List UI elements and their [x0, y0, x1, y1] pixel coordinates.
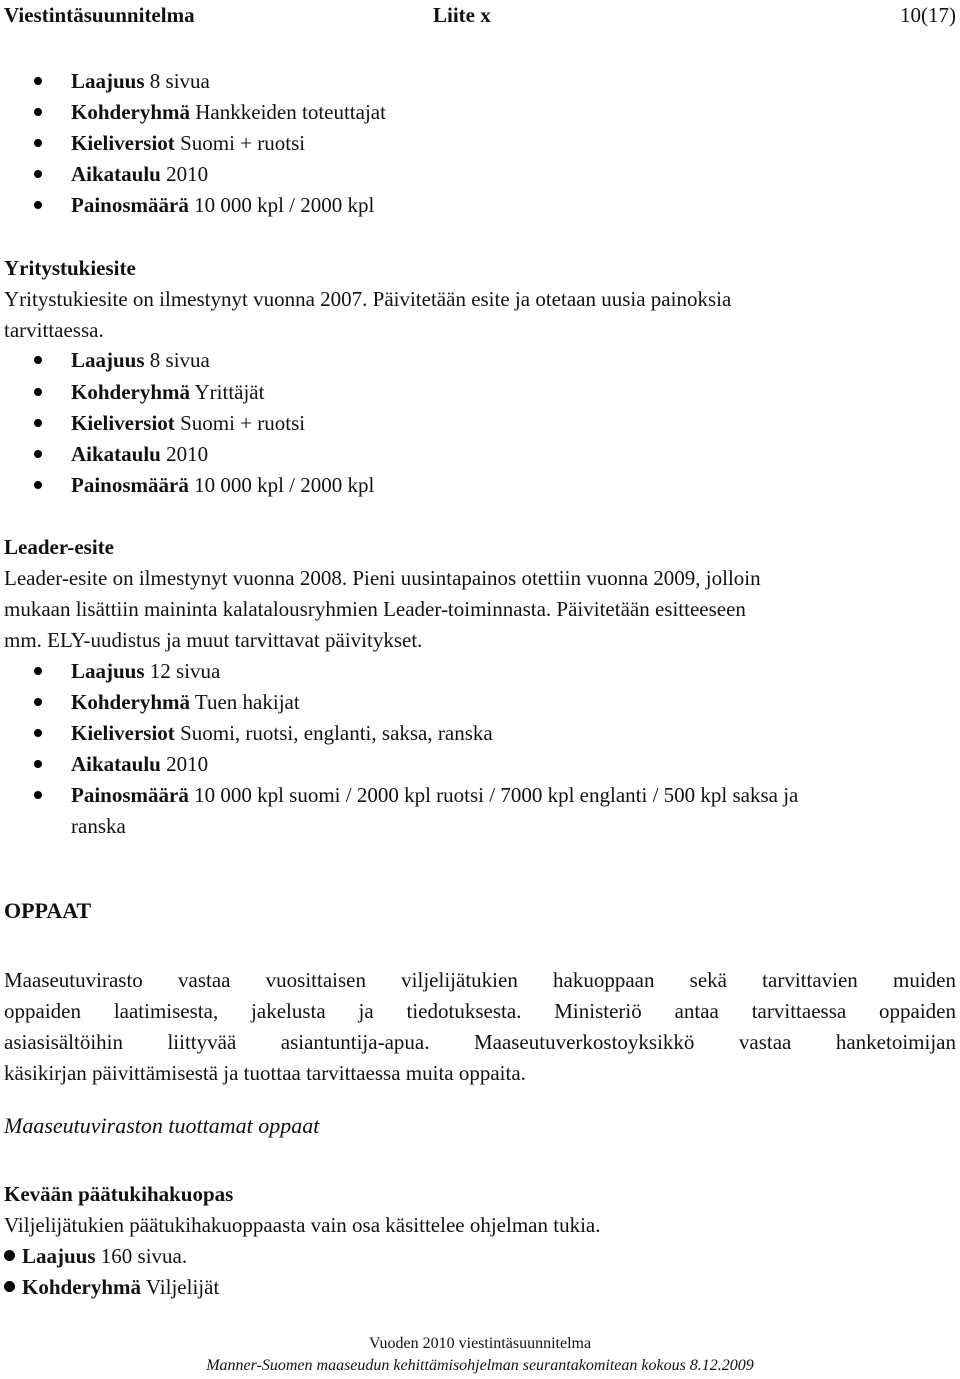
- subsection-heading: Maaseutuviraston tuottamat oppaat: [4, 1113, 320, 1138]
- bullet-icon: [4, 1250, 15, 1261]
- paragraph-line: oppaiden laatimisesta, jakelusta ja tiedotuksesta. Ministeriö antaa tarvittaessa oppaiden: [4, 999, 956, 1023]
- list-item: Laajuus 12 sivua: [71, 656, 220, 687]
- list-item: Painosmäärä 10 000 kpl / 2000 kpl: [71, 190, 374, 221]
- paragraph-line: Yritystukiesite on ilmestynyt vuonna 2007. Päivitetään esite ja otetaan uusia painoksia: [4, 287, 732, 311]
- list-item: Laajuus 160 sivua.: [4, 1241, 187, 1272]
- section-heading-yritystukiesite: Yritystukiesite: [4, 256, 136, 280]
- section-heading-kevat: Kevään päätukihakuopas: [4, 1182, 234, 1206]
- attachment-label: Liite x: [433, 3, 491, 27]
- list-item: Kieliversiot Suomi + ruotsi: [71, 128, 305, 159]
- list-item: Kieliversiot Suomi, ruotsi, englanti, saksa, ranska: [71, 718, 493, 749]
- paragraph-line: tarvittaessa.: [4, 318, 104, 342]
- list-item: Aikataulu 2010: [71, 439, 208, 470]
- list-item: Kohderyhmä Viljelijät: [4, 1272, 219, 1303]
- paragraph-line: mm. ELY-uudistus ja muut tarvittavat päivitykset.: [4, 628, 423, 652]
- list-item: Laajuus 8 sivua: [71, 345, 210, 376]
- paragraph-line: Maaseutuvirasto vastaa vuosittaisen viljelijätukien hakuoppaan sekä tarvittavien muiden: [4, 968, 956, 992]
- footer-line-1: Vuoden 2010 viestintäsuunnitelma: [368, 1335, 592, 1352]
- list-item: Laajuus 8 sivua: [71, 66, 210, 97]
- list-item: Aikataulu 2010: [71, 159, 208, 190]
- list-item: Kieliversiot Suomi + ruotsi: [71, 408, 305, 439]
- list-item: Painosmäärä 10 000 kpl suomi / 2000 kpl ruotsi / 7000 kpl englanti / 500 kpl saksa ja: [71, 780, 798, 811]
- list-item: Kohderyhmä Tuen hakijat: [71, 687, 300, 718]
- section-heading-leader-esite: Leader-esite: [4, 535, 115, 559]
- document-title: Viestintäsuunnitelma: [4, 3, 195, 27]
- list-item: Kohderyhmä Yrittäjät: [71, 377, 264, 408]
- paragraph-line: Leader-esite on ilmestynyt vuonna 2008. Pieni uusintapainos otettiin vuonna 2009, jolloin: [4, 566, 761, 590]
- list-item: Kohderyhmä Hankkeiden toteuttajat: [71, 97, 386, 128]
- paragraph-line: käsikirjan päivittämisestä ja tuottaa tarvittaessa muita oppaita.: [4, 1061, 526, 1085]
- page-number: 10(17): [900, 3, 956, 27]
- section-heading-oppaat: OPPAAT: [4, 898, 92, 923]
- paragraph-line: mukaan lisättiin maininta kalatalousryhmien Leader-toiminnasta. Päivitetään esitteeseen: [4, 597, 746, 621]
- footer-line-2: Manner-Suomen maaseudun kehittämisohjelman seurantakomitean kokous 8.12.2009: [206, 1357, 754, 1374]
- paragraph-line: asiasisältöihin liittyvää asiantuntija-apua. Maaseutuverkostoyksikkö vastaa hanketoimijan: [4, 1030, 956, 1054]
- page-header: [0, 0, 960, 30]
- list-item: Painosmäärä 10 000 kpl / 2000 kpl: [71, 470, 374, 501]
- bullet-icon: [4, 1281, 15, 1292]
- list-item-continuation: ranska: [71, 814, 126, 838]
- paragraph-line: Viljelijätukien päätukihakuoppaasta vain osa käsittelee ohjelman tukia.: [4, 1213, 601, 1237]
- list-item: Aikataulu 2010: [71, 749, 208, 780]
